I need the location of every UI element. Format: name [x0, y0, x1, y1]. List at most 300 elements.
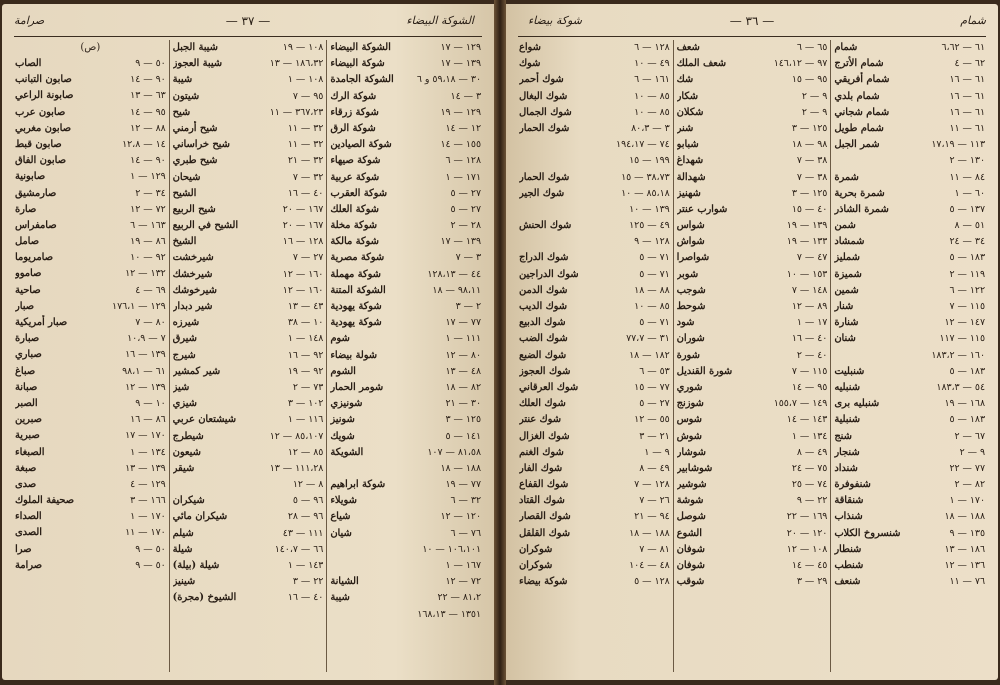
entry-term: صرامة [14, 559, 42, 571]
entry-reference: ٢٩ — ٣ [796, 576, 828, 588]
index-entry [677, 250, 828, 266]
index-entry [330, 202, 481, 218]
index-entry [677, 153, 828, 169]
index-entry [15, 283, 166, 299]
entry-reference: ٦٢ — ٤ [954, 58, 985, 70]
entry-term: شياع [330, 511, 351, 523]
entry-term: شوك القفاع [518, 479, 569, 491]
entry-term: شوك الديب [518, 301, 567, 312]
index-entry [834, 40, 985, 56]
index-entry [519, 267, 670, 283]
entry-term: صابون قبط [14, 138, 62, 150]
index-entry [519, 250, 670, 266]
entry-reference: ٩٥ — ١٥ [791, 74, 828, 86]
entry-reference: ١١١ — ١ [445, 333, 481, 345]
index-entry [15, 121, 166, 137]
index-entry [330, 250, 481, 266]
entry-term: صرا [14, 543, 32, 555]
index-entry [15, 461, 166, 477]
entry-term: شوشير [676, 479, 707, 491]
entry-term: صابون الفاق [14, 155, 66, 167]
entry-term: شمرة بحرية [834, 187, 885, 199]
entry-term: صابونية [14, 171, 46, 183]
entry-reference: ١٦٧ — ١ [445, 560, 481, 571]
left-col-right [326, 40, 484, 672]
entry-term: شوك العرقاني [518, 381, 579, 393]
index-entry [15, 72, 166, 88]
right-col-left [516, 40, 673, 672]
entry-term: شيرخشك [172, 268, 213, 280]
entry-term: الشوكة البيضاء [330, 42, 391, 53]
entry-term: شوكة العقرب [330, 187, 387, 199]
entry-reference: ٣٠ — ٢١ [445, 398, 481, 410]
entry-reference: ٩٥ — ١٤ [791, 381, 828, 393]
entry-reference: ١٧٠ — ١٧ [125, 430, 166, 442]
entry-term: شوكة مهملة [330, 268, 381, 280]
entry-term: شنداد [834, 462, 858, 474]
index-entry [330, 105, 481, 121]
entry-term: الشيانة [330, 576, 359, 588]
index-entry [834, 558, 985, 574]
entry-reference: ٩ — ٢ [959, 446, 985, 458]
index-entry [330, 364, 481, 380]
index-entry [15, 445, 166, 461]
index-entry [677, 170, 828, 186]
entry-term: شمين [834, 284, 859, 296]
index-entry [173, 56, 324, 72]
entry-term: شوك الحمار [518, 171, 570, 183]
entry-term: شويك [330, 430, 355, 442]
index-entry [173, 558, 324, 574]
entry-term: شوك الضبع [518, 349, 567, 361]
index-entry [173, 380, 324, 396]
entry-reference: ٧٧ — ١٧ [445, 317, 481, 329]
entry-reference: ١٢٩ — ١٩ [440, 106, 481, 118]
entry-term: الشيح [172, 187, 197, 199]
entry-term: صاحية [14, 284, 41, 296]
index-entry [519, 56, 670, 72]
index-entry [677, 574, 828, 590]
index-entry [677, 40, 828, 56]
index-entry [677, 218, 828, 234]
entry-reference: ١٦٩ — ٢٢ [786, 511, 828, 523]
entry-term: صامل [14, 236, 39, 248]
entry-reference: ٢٧ — ٥ [450, 187, 481, 199]
entry-reference: ١٣٩ — ١٩ [786, 220, 828, 232]
index-entry [15, 412, 166, 428]
entry-reference: ١٣٧ — ٥ [949, 203, 985, 215]
index-entry [330, 72, 481, 88]
index-entry [834, 493, 985, 509]
entry-term: شوش [676, 430, 702, 442]
index-entry [519, 89, 670, 105]
entry-reference: ٩٦ — ٥ [292, 495, 324, 507]
entry-reference: ٦٧ — ٢ [954, 430, 985, 442]
column-subheading: (ص) [80, 42, 101, 53]
left-page-number: — ٣٧ — [225, 14, 271, 28]
index-entry [15, 315, 166, 331]
index-entry [519, 429, 670, 445]
entry-term: شنذاب [834, 511, 863, 523]
index-entry [519, 331, 670, 347]
entry-term: شمام شجاني [834, 106, 890, 118]
entry-term: شنر [676, 122, 694, 134]
entry-reference: ١٢٠ — ١٢ [440, 511, 481, 523]
entry-reference: ٥٥ — ١٢ [634, 414, 670, 426]
index-entry [677, 348, 828, 364]
entry-reference: ٦١ — ٦،٦٢ [941, 42, 985, 53]
entry-term: شوك [518, 58, 541, 70]
index-entry [173, 477, 324, 493]
entry-term: شميزة [834, 268, 862, 280]
index-entry [834, 121, 985, 137]
entry-reference: ١٨٢ — ١٨ [629, 349, 670, 361]
index-entry [834, 412, 985, 428]
index-entry [519, 72, 670, 88]
entry-reference: ١٥٣ — ١٠ [786, 268, 828, 280]
entry-reference: ٤٠ — ١٥ [791, 203, 828, 215]
entry-reference: ٧١ — ٥ [639, 252, 670, 264]
left-header-rule [14, 36, 482, 37]
entry-term: شنبليت [834, 365, 865, 377]
right-page-header [518, 14, 986, 34]
entry-reference: ٤٩ — ٨ [639, 462, 670, 474]
index-entry [15, 477, 166, 493]
index-entry [677, 234, 828, 250]
entry-reference: ٤٧ — ٧ [796, 252, 828, 264]
entry-reference: ١٨٨ — ١٨ [944, 511, 985, 523]
entry-term: شيعون [172, 446, 201, 458]
entry-term: الشوع [676, 527, 703, 539]
entry-reference: ١٦٠ — ١٢ [282, 284, 324, 296]
entry-term: شوك عنتر [518, 414, 561, 426]
index-entry [677, 380, 828, 396]
entry-term: شمام أفريقي [834, 74, 890, 86]
index-entry [677, 558, 828, 574]
index-entry [173, 445, 324, 461]
entry-reference: ٩٥ — ٧ [292, 90, 324, 102]
entry-reference: ١٣٤ — ١ [130, 446, 166, 458]
entry-term: شنجار [834, 446, 860, 458]
entry-reference: ١٢٢ — ٦ [949, 284, 985, 296]
entry-term: شوفان [676, 543, 705, 555]
entry-term: صبرية [14, 430, 40, 442]
index-entry [15, 428, 166, 444]
index-entry [173, 396, 324, 412]
entry-reference: ٣٢ — ٧ [292, 171, 324, 183]
entry-reference: ١٦٦ — ٣ [130, 495, 166, 507]
entry-term: الشيوخ (مجرة) [172, 592, 237, 604]
entry-reference: ١٢٥ — ٣ [791, 187, 828, 199]
entry-term: شيز [172, 381, 190, 393]
index-entry [15, 202, 166, 218]
entry-reference: ٣٢ — ٦ [450, 495, 481, 507]
entry-reference: ١٣٠ — ٢ [949, 155, 985, 167]
entry-reference: ٦٦ — ١٤٠،٧ [274, 543, 324, 555]
entry-term: صبانة [14, 381, 38, 393]
index-entry [173, 429, 324, 445]
index-entry [834, 429, 985, 445]
entry-reference: ٩٤ — ٢١ [634, 511, 670, 523]
entry-reference: ٤٨ — ١٠٤ [629, 560, 670, 571]
index-entry [330, 526, 481, 542]
entry-term: شوكة الصيادين [330, 139, 392, 151]
entry-reference: ١٢٨ — ٩ [634, 236, 670, 248]
index-entry [834, 170, 985, 186]
index-entry [834, 202, 985, 218]
entry-term: شوكة الرق [330, 122, 376, 134]
entry-term: شوك الدمن [518, 284, 568, 296]
entry-reference: ٨٥،١٨ — ١٠ [621, 187, 670, 199]
entry-reference: ٨٠ — ٧ [135, 317, 166, 328]
index-entry [173, 105, 324, 121]
entry-term: صبغة [14, 462, 37, 474]
index-entry [834, 509, 985, 525]
entry-reference: ٢٧ — ٥ [639, 398, 670, 410]
entry-reference: ١٠٨ — ١ [287, 74, 324, 86]
entry-reference: ١٠ — ٩ [135, 397, 166, 409]
entry-reference: ٨٢ — ٢ [954, 479, 985, 491]
entry-term: صدى [14, 478, 37, 490]
entry-term: شوك الفار [518, 462, 563, 474]
index-entry [330, 509, 481, 525]
entry-reference: ٥٠ — ٩ [135, 58, 166, 69]
entry-term: شيشتعان عربي [172, 414, 236, 426]
entry-reference: ١٣٣ — ١٩ [786, 236, 828, 248]
entry-term: شوكران [518, 543, 553, 555]
index-entry [330, 445, 481, 461]
entry-reference: ١٣٩ — ١٧ [440, 58, 481, 70]
index-entry [330, 315, 481, 331]
index-entry [519, 445, 670, 461]
entry-reference: ١٦١ — ٦ [634, 74, 670, 86]
index-entry [173, 250, 324, 266]
entry-reference: ٦١ — ١٦ [949, 90, 985, 102]
entry-reference: ٢٧ — ٥ [450, 203, 481, 215]
entry-reference: ٧٣ — ٢ [292, 381, 324, 393]
left-header-running-title: الشوكة البيضاء [406, 14, 474, 27]
index-entry [330, 137, 481, 153]
entry-reference: ٩٧ — ١٤٦،١٢ [773, 58, 828, 70]
index-entry [330, 542, 481, 558]
entry-term: شوكة ابراهيم [330, 479, 386, 491]
index-entry [15, 234, 166, 250]
entry-term: شواش [676, 236, 705, 248]
entry-reference: ١٢٥ — ٣ [445, 414, 481, 426]
entry-reference: ١٢٨ — ١٦ [282, 236, 324, 248]
entry-term: الشيخ [172, 236, 197, 248]
entry-term: شونيز [330, 414, 355, 426]
index-entry [173, 542, 324, 558]
entry-reference: ٩٠ — ١٤ [130, 74, 166, 86]
entry-term: شيزي [172, 398, 197, 410]
index-entry [519, 315, 670, 331]
entry-term: شوك البغال [518, 90, 568, 102]
index-entry [330, 283, 481, 299]
entry-term: شوشة [676, 495, 704, 507]
entry-term: الشيح في الربيع [172, 220, 239, 232]
index-entry [834, 72, 985, 88]
index-entry [834, 137, 985, 153]
index-entry [677, 56, 828, 72]
entry-term: شبابو [676, 139, 699, 151]
entry-reference: ١٦٠ — ١٨٣،٢ [931, 349, 985, 361]
entry-reference: ٢٦ — ٧ [639, 495, 670, 507]
entry-term: شونيزي [330, 398, 363, 410]
entry-term: الصبغاء [14, 446, 45, 458]
index-entry [173, 364, 324, 380]
index-entry [677, 461, 828, 477]
entry-term: شيح الربيع [172, 203, 216, 215]
entry-term: شوس [676, 414, 702, 426]
index-entry [519, 574, 670, 590]
entry-term: شوكة مالكة [330, 236, 379, 248]
entry-reference: ١١٦ — ١ [287, 414, 324, 426]
entry-term: شنبلية [834, 414, 860, 426]
entry-reference: ١٧ — ١ [796, 317, 828, 329]
entry-term: شوك الدراج [518, 252, 569, 264]
entry-reference: ٨٩ — ١٢ [791, 301, 828, 312]
entry-reference: ٨٥ — ١٢ [287, 446, 324, 458]
index-entry [834, 574, 985, 590]
entry-reference: ١٨٣ — ٥ [949, 414, 985, 426]
entry-reference: ٢ — ٣ [455, 301, 481, 312]
index-entry [677, 121, 828, 137]
index-entry [677, 412, 828, 428]
entry-reference: ١٦٧ — ٢٠ [282, 203, 324, 215]
entry-reference: ١٨٣ — ٥ [949, 252, 985, 264]
index-entry [330, 412, 481, 428]
index-entry [519, 477, 670, 493]
entry-term: شوك الغنم [518, 446, 564, 458]
index-entry [677, 283, 828, 299]
entry-term: شوجب [676, 284, 706, 296]
index-entry [173, 461, 324, 477]
entry-reference: ٤٤ — ١٢٨،١٣ [427, 268, 481, 280]
entry-reference: ١١٩ — ٢ [949, 268, 985, 280]
index-entry [677, 89, 828, 105]
index-entry [519, 542, 670, 558]
entry-term: شعف [676, 42, 700, 53]
entry-term: الصاب [14, 58, 42, 69]
entry-term: شيرزه [172, 317, 200, 329]
entry-term: شيتون [172, 90, 200, 102]
index-entry [173, 72, 324, 88]
entry-term: شنارة [834, 317, 859, 329]
index-entry [519, 364, 670, 380]
entry-term: شوكة عربية [330, 171, 380, 183]
entry-term: شمر الجبل [834, 139, 880, 151]
index-entry [173, 137, 324, 153]
index-entry [15, 331, 166, 347]
entry-term: شواس [676, 220, 705, 232]
entry-reference: ٣٢ — ٢١ [287, 155, 324, 167]
index-entry [173, 89, 324, 105]
index-entry [15, 105, 166, 121]
entry-reference: ٨٨ — ١٢ [130, 122, 166, 134]
entry-term: شنار [834, 301, 854, 312]
entry-reference: ٩ — ٢ [801, 106, 828, 118]
index-entry [330, 380, 481, 396]
entry-reference: ١٤٨ — ١ [287, 333, 324, 345]
entry-reference: ٩٢ — ١٠ [130, 252, 166, 264]
index-entry [330, 607, 481, 623]
index-entry [519, 218, 670, 234]
entry-term: شوك العلك [518, 398, 566, 410]
entry-reference: ٦١ — ١١ [949, 122, 985, 134]
index-entry [834, 461, 985, 477]
entry-reference: ٨٢ — ١٨ [445, 381, 481, 393]
entry-reference: ١٣٢ — ١٢ [125, 268, 166, 280]
entry-reference: ١٧٠ — ١ [949, 495, 985, 507]
entry-term: شيلة [172, 543, 193, 555]
index-entry [834, 234, 985, 250]
entry-term: صبار [14, 300, 34, 312]
entry-term: شنقاقة [834, 495, 864, 507]
entry-term: شوك العجوز [518, 365, 571, 377]
entry-reference: ١١١ — ٤٣ [282, 527, 324, 539]
index-entry [15, 250, 166, 266]
entry-reference: ٣٤ — ٢٤ [949, 236, 985, 248]
index-entry [677, 509, 828, 525]
index-entry [15, 153, 166, 169]
entry-reference: ٨٨ — ١٨ [634, 284, 670, 296]
entry-reference: ٢١ — ٣ [639, 430, 670, 442]
entry-reference: ١٨٣ — ٥ [949, 365, 985, 377]
entry-reference: ٨٥ — ١٠ [634, 90, 670, 102]
index-entry [834, 89, 985, 105]
index-entry [330, 348, 481, 364]
index-entry [677, 137, 828, 153]
index-entry [677, 396, 828, 412]
entry-term: شومر الحمار [330, 381, 384, 393]
entry-reference: ٨١،٢ — ٢٢ [437, 592, 481, 604]
index-entry [519, 283, 670, 299]
index-entry [173, 121, 324, 137]
right-header-name: شمام [960, 14, 986, 27]
entry-term: شمرة [834, 171, 859, 183]
index-entry [677, 445, 828, 461]
index-entry [173, 526, 324, 542]
index-entry [519, 299, 670, 315]
entry-reference: ٩٥ — ١٤ [130, 106, 166, 118]
entry-reference: ٧٢ — ١٢ [130, 203, 166, 215]
index-entry [330, 590, 481, 606]
index-entry [677, 267, 828, 283]
index-entry [834, 186, 985, 202]
index-entry [15, 88, 166, 104]
entry-term: شوك الغزال [518, 430, 570, 442]
index-entry [15, 218, 166, 234]
entry-term: الصداء [14, 511, 42, 523]
entry-term: شورة القنديل [676, 365, 733, 377]
entry-term: صباغ [14, 365, 36, 377]
index-entry [330, 574, 481, 590]
entry-term: شيرخشت [172, 252, 214, 264]
entry-reference: ٥١ — ٨ [954, 220, 985, 232]
index-entry [519, 137, 670, 153]
entry-reference: ١٨٨ — ١٨ [629, 527, 670, 539]
entry-reference: ٧٦ — ١١ [949, 576, 985, 588]
entry-reference: ٩٨ — ١٨ [791, 139, 828, 151]
entry-reference: ٥٠ — ٩ [135, 559, 166, 571]
entry-term: صامفراس [14, 219, 57, 231]
entry-term: شوك الضب [518, 333, 568, 345]
index-entry [330, 299, 481, 315]
entry-reference: ٤٩ — ١٠ [634, 58, 670, 70]
entry-term: شوحط [676, 301, 706, 312]
entry-reference: ١٦٣ — ٦ [130, 219, 166, 231]
